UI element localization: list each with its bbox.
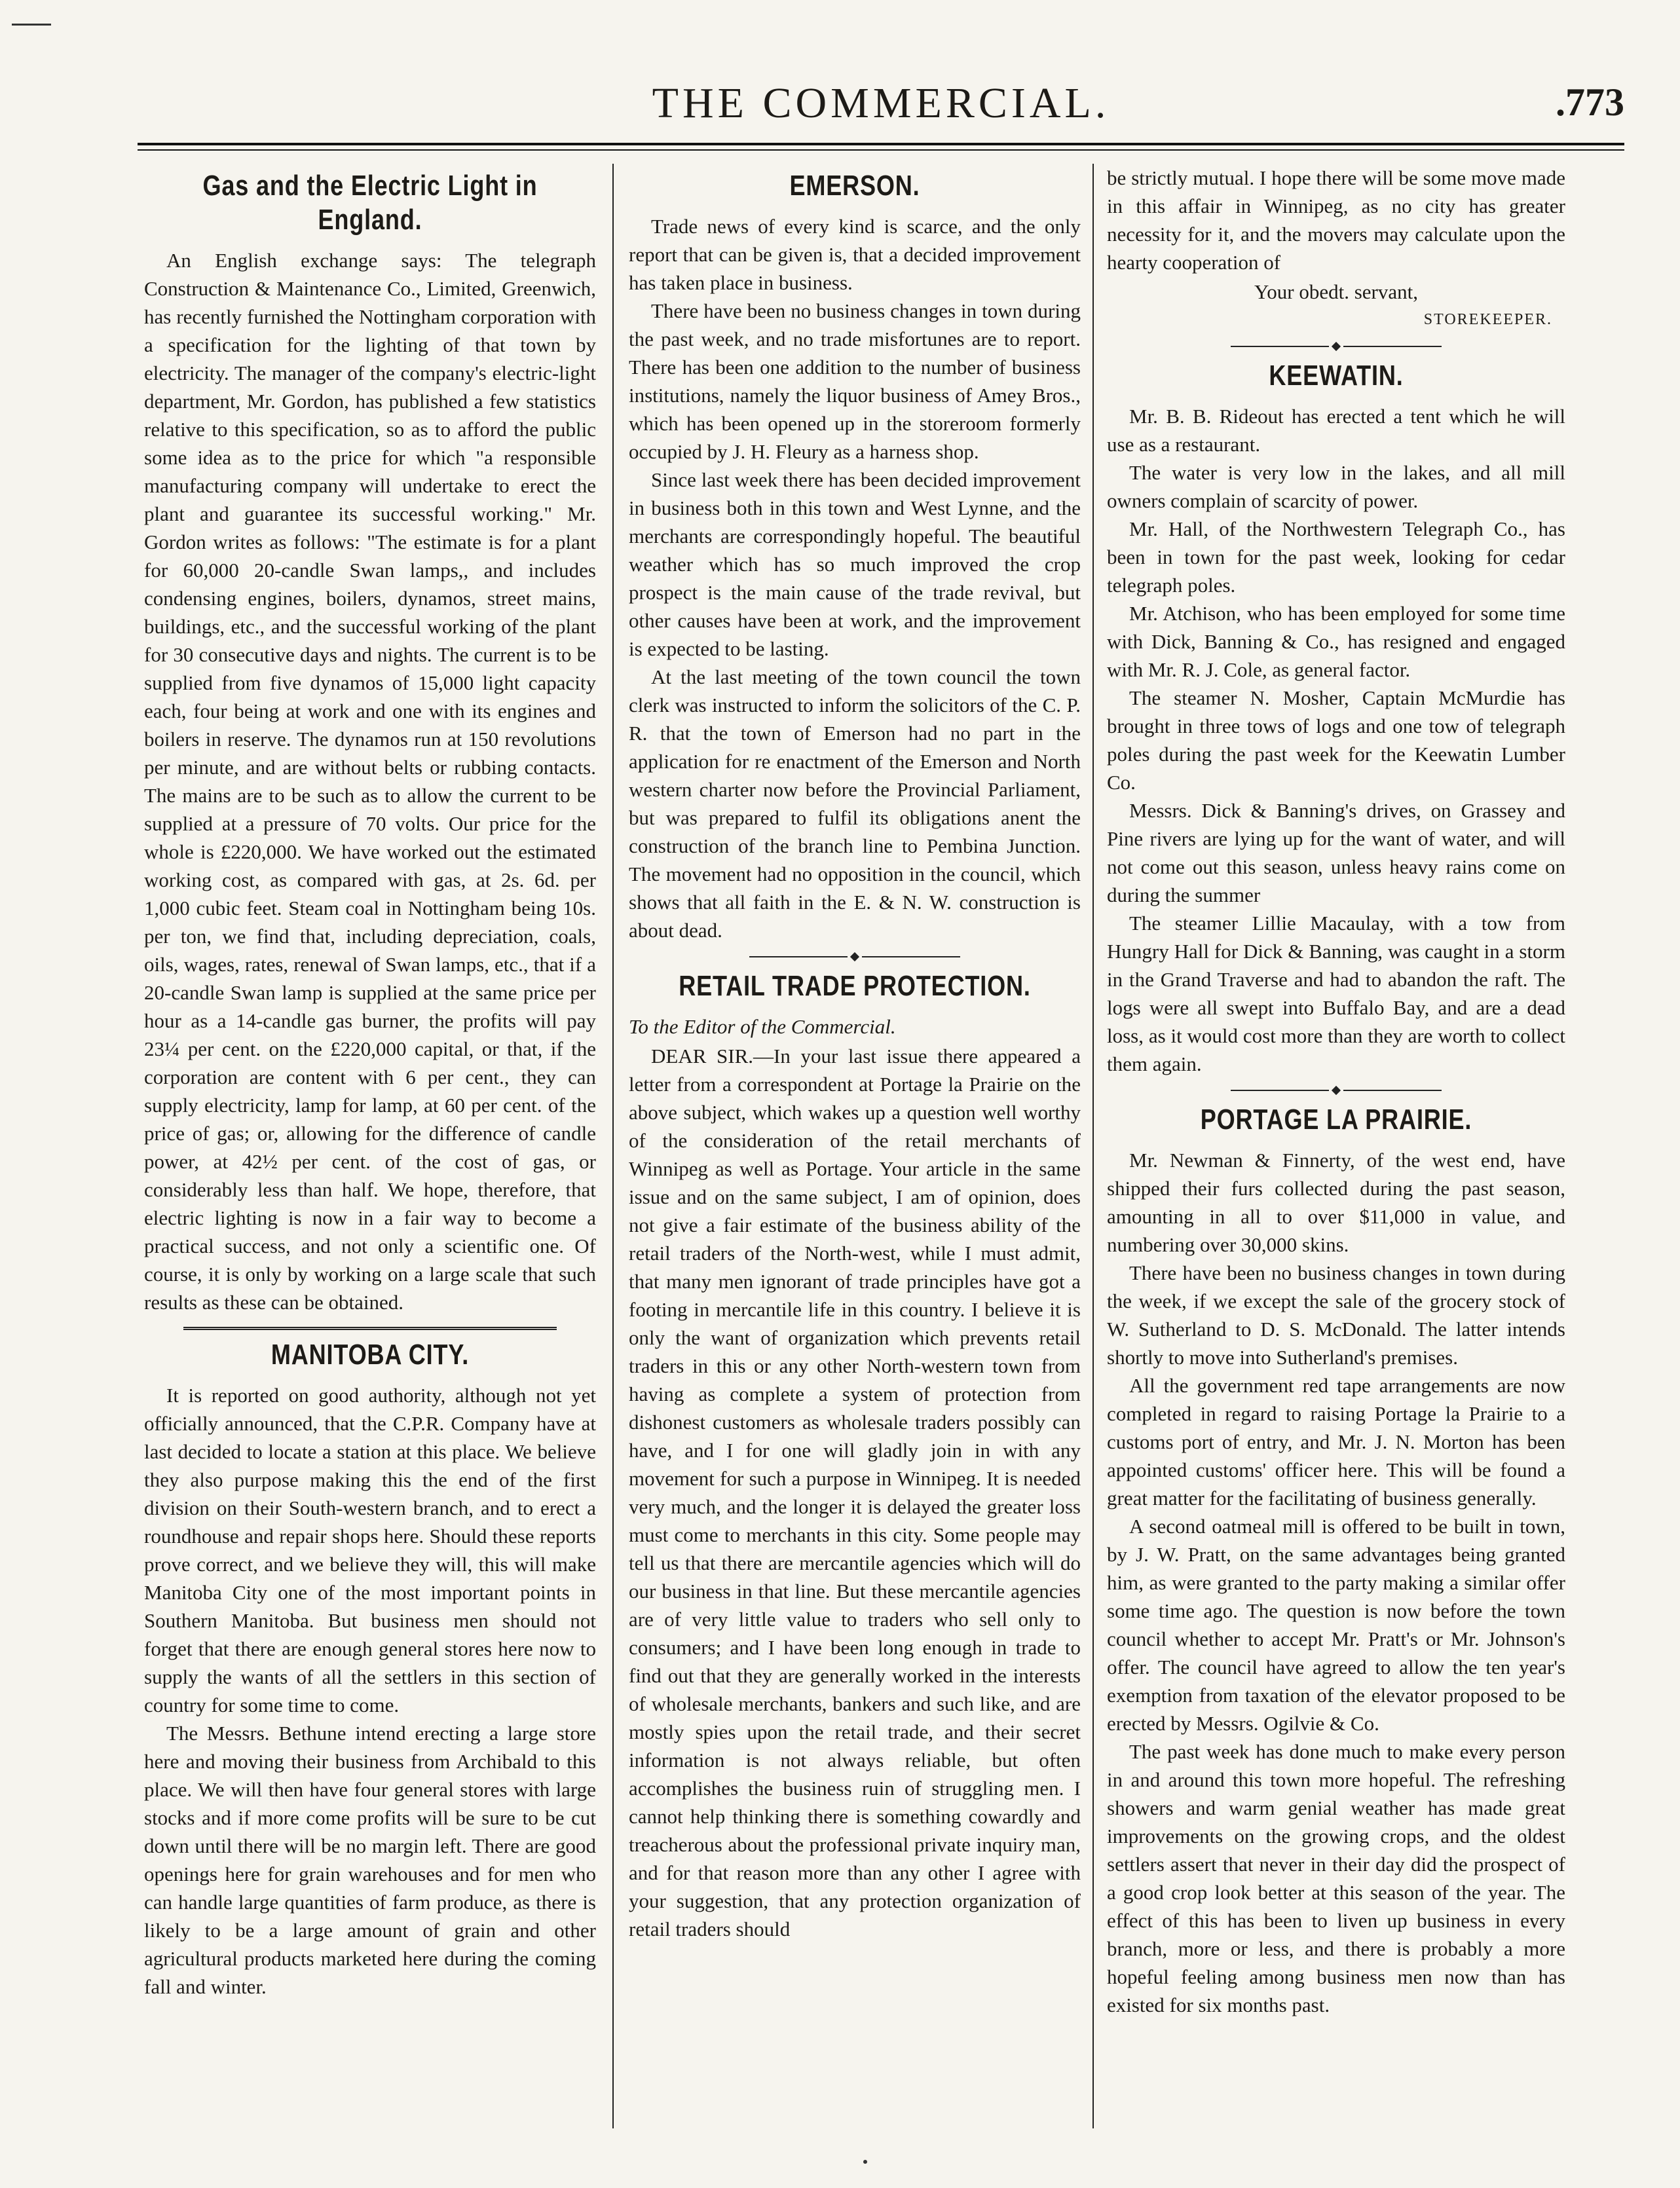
- article-paragraph: Messrs. Dick & Banning's drives, on Grassey and Pine rivers are lying up for the want of water, and will not come out this season, unless heavy rains come on during the summer: [1107, 799, 1565, 906]
- article-paragraph: Mr. Newman & Finnerty, of the west end, have shipped their furs collected during the past season, amounting in all to over $11,000 in value, and numbering over 30,000 skins.: [1107, 1149, 1565, 1256]
- article-paragraph: The water is very low in the lakes, and all mill owners complain of scarcity of power.: [1107, 461, 1565, 512]
- headline-gas-electric: Gas and the Electric Light in England.: [202, 170, 538, 236]
- divider-line: [862, 956, 960, 957]
- divider-line: [1343, 346, 1442, 347]
- column-3: [1107, 164, 1565, 2135]
- header-rule-thin: [138, 149, 1624, 151]
- corner-rule: [12, 24, 51, 26]
- article-paragraph: DEAR SIR.—In your last issue there appeared a letter from a correspondent at Portage la Prairie on the above subject, which wakes up a question well worthy of the consideration of the retail merchants of Winnipeg as well as Portage. Your article in the same issue and on the same subject, I am of opinion, does not give a fair estimate of the business ability of the retail traders of the North-west, while I must admit, that many men ignorant of trade principles have got a footing in mercantile life in this country. I believe it is only the want of organization which prevents retail traders in this or any other North-western town from having as complete a system of protection from dishonest customers as wholesale traders possibly can have, and I for one will gladly join in with any movement for such a purpose in Winnipeg. It is needed very much, and the longer it is delayed the greater loss must come to merchants in this city. Some people may tell us that there are mercantile agencies which will do our business in that line. But these mercantile agencies are of very little value to traders who sell only to consumers; and I have been long enough in trade to find out that they are generally worked in the interests of wholesale merchants, bankers and such like, and are mostly spies upon the retail trade, and their secret information is not always reliable, but often accomplishes the business ruin of struggling men. I cannot help thinking there is something cowardly and treacherous about the professional private inquiry man, and for that reason more than any other I agree with your suggestion, that any protection organization of retail traders should: [629, 1045, 1081, 1940]
- section-divider: [1107, 1087, 1565, 1094]
- article-paragraph: An English exchange says: The telegraph Construction & Maintenance Co., Limited, Greenwich, has recently furnished the Nottingham corporation with a specification for the lighting of that town by electricity. The manager of the company's electric-light department, Mr. Gordon, has published a few statistics relative to this specification, so as to afford the public some idea as to the price for which "a responsible manufacturing company will undertake to erect the plant and guarantee its successful working." Mr. Gordon writes as follows: "The estimate is for a plant for 60,000 20-candle Swan lamps,, and includes condensing engines, boilers, dynamos, street mains, buildings, etc., and the successful working of the plant for 30 consecutive days and nights. The current is to be supplied from five dynamos of 15,000 light capacity each, four being at work and one with its engines and boilers in reserve. The dynamos run at 150 revolutions per minute, and are without belts or rubbing contacts. The mains are to be such as to allow the current to be supplied at a pressure of 70 volts. Our price for the whole is £220,000. We have worked out the estimated working cost, as compared with gas, at 2s. 6d. per 1,000 cubic feet. Steam coal in Nottingham being 10s. per ton, we find that, including depreciation, coals, oils, wages, rates, renewal of Swan lamps, etc., that if a 20-candle Swan lamp is supplied at the same price per hour as a 14-candle gas burner, the profits will pay 23¼ per cent. on the £220,000 capital, or that, if the corporation are content with 6 per cent., they can supply electricity, lamp for lamp, at 60 per cent. of the price of gas; or, allowing for the difference of candle power, at 42½ per cent. of the cost of gas, or considerably less than half. We hope, therefore, that electric lighting is now in a fair way to become a practical success, and not only a scientific one. Of course, it is only by working on a large scale that such results as these can be obtained.: [144, 249, 596, 1314]
- section-divider: [629, 954, 1081, 960]
- article-paragraph: Mr. B. B. Rideout has erected a tent which he will use as a restaurant.: [1107, 405, 1565, 456]
- headline-emerson: EMERSON.: [789, 170, 920, 202]
- divider-line: [1343, 1090, 1442, 1091]
- section-divider: [183, 1327, 557, 1330]
- headline-keewatin: KEEWATIN.: [1269, 360, 1404, 392]
- article-paragraph: All the government red tape arrangements are now completed in regard to raising Portage la Prairie to a customs port of entry, and Mr. J. N. Morton has been appointed customs' officer here. This will be found a great matter for the facilitating of business generally.: [1107, 1374, 1565, 1510]
- article-paragraph: There have been no business changes in town during the past week, and no trade misfortunes are to report. There has been one addition to the number of business institutions, namely the liquor business of Amey Bros., which has been opened up in the storeroom formerly occupied by J. H. Fleury as a harness shop.: [629, 299, 1081, 463]
- divider-ornament: [1332, 1086, 1341, 1095]
- article-paragraph: There have been no business changes in town during the week, if we except the sale of the grocery stock of W. Sutherland to D. S. McDonald. The latter intends shortly to move into Sutherland's premises.: [1107, 1261, 1565, 1369]
- letter-closing: Your obedt. servant,: [1254, 280, 1418, 303]
- column-1: [144, 164, 596, 2135]
- header-rule-thick: [138, 143, 1624, 145]
- letter-salutation: To the Editor of the Commercial.: [629, 1015, 896, 1038]
- article-paragraph: Since last week there has been decided improvement in business both in this town and West Lynne, and the merchants are correspondingly hopeful. The beautiful weather which has so much improved the crop prospect is the main cause of the trade revival, but other causes have been at work, and the improvement is expected to be lasting.: [629, 468, 1081, 660]
- page-speck: [863, 2160, 867, 2164]
- article-paragraph: be strictly mutual. I hope there will be some move made in this affair in Winnipeg, as no city has greater necessity for it, and the movers may calculate upon the hearty cooperation of: [1107, 166, 1565, 274]
- divider-ornament: [850, 952, 859, 961]
- divider-line: [1231, 1090, 1329, 1091]
- article-paragraph: At the last meeting of the town council the town clerk was instructed to inform the solicitors of the C. P. R. that the town of Emerson had no part in the application for re enactment of the Emerson and North western charter now before the Provincial Parliament, but was prepared to fulfil its obligations anent the construction of the branch line to Pembina Junction. The movement had no opposition in the council, which shows that all faith in the E. & N. W. construction is about dead.: [629, 665, 1081, 942]
- letter-signature: STOREKEEPER.: [1423, 311, 1552, 328]
- article-paragraph: Mr. Hall, of the Northwestern Telegraph Co., has been in town for the past week, looking for cedar telegraph poles.: [1107, 517, 1565, 597]
- page-number: .773: [1556, 81, 1624, 124]
- column-rule-1: [612, 164, 614, 2128]
- article-paragraph: Mr. Atchison, who has been employed for some time with Dick, Banning & Co., has resigned and engaged with Mr. R. J. Cole, as general factor.: [1107, 602, 1565, 681]
- article-paragraph: It is reported on good authority, although not yet officially announced, that the C.P.R. Company have at last decided to locate a station at this place. We believe they also purpose making this the end of the first division on their South-western branch, and to erect a roundhouse and repair shops here. Should these reports prove correct, and we believe they will, this will make Manitoba City one of the most important points in Southern Manitoba. But business men should not forget that there are enough general stores here now to supply the wants of all the settlers in this section of country for some time to come.: [144, 1384, 596, 1716]
- article-paragraph: The past week has done much to make every person in and around this town more hopeful. The refreshing showers and warm genial weather has made great improvements on the growing crops, and the oldest settlers assert that never in their day did the prospect of a good crop look better at this season of the year. The effect of this has been to liven up business in every branch, more or less, and there is probably a more hopeful feeling among business men now than has existed for six months past.: [1107, 1740, 1565, 2016]
- divider-line: [1231, 346, 1329, 347]
- article-paragraph: A second oatmeal mill is offered to be built in town, by J. W. Pratt, on the same advantages being granted him, as were granted to the party making a similar offer some time ago. The question is now before the town council whether to accept Mr. Pratt's or Mr. Johnson's offer. The council have agreed to allow the ten year's exemption from taxation of the elevator proposed to be erected by Messrs. Ogilvie & Co.: [1107, 1515, 1565, 1735]
- section-divider: [1107, 343, 1565, 350]
- column-rule-2: [1092, 164, 1094, 2128]
- column-2: [629, 164, 1081, 2135]
- article-paragraph: The steamer N. Mosher, Captain McMurdie has brought in three tows of logs and one tow of telegraph poles during the past week for the Keewatin Lumber Co.: [1107, 686, 1565, 794]
- article-paragraph: The steamer Lillie Macaulay, with a tow from Hungry Hall for Dick & Banning, was caught in a storm in the Grand Traverse and had to abandon the raft. The logs were all swept into Buffalo Bay, and are a dead loss, as it would cost more than they are worth to collect them again.: [1107, 912, 1565, 1075]
- headline-manitoba-city: MANITOBA CITY.: [271, 1339, 470, 1371]
- divider-line: [749, 956, 848, 957]
- article-paragraph: The Messrs. Bethune intend erecting a large store here and moving their business from Archibald to this place. We will then have four general stores with large stocks and if more come profits will be sure to be cut down until there will be no margin left. There are good openings here for grain warehouses and for men who can handle large quantities of farm produce, as there is likely to be a large amount of grain and other agricultural products marketed here during the coming fall and winter.: [144, 1722, 596, 1998]
- masthead: [138, 79, 1624, 144]
- divider-ornament: [1332, 342, 1341, 351]
- headline-retail-trade-protection: RETAIL TRADE PROTECTION.: [679, 970, 1031, 1002]
- headline-portage-la-prairie: PORTAGE LA PRAIRIE.: [1200, 1103, 1472, 1136]
- article-paragraph: Trade news of every kind is scarce, and the only report that can be given is, that a decided improvement has taken place in business.: [629, 215, 1081, 294]
- newspaper-title: THE COMMERCIAL.: [652, 79, 1110, 127]
